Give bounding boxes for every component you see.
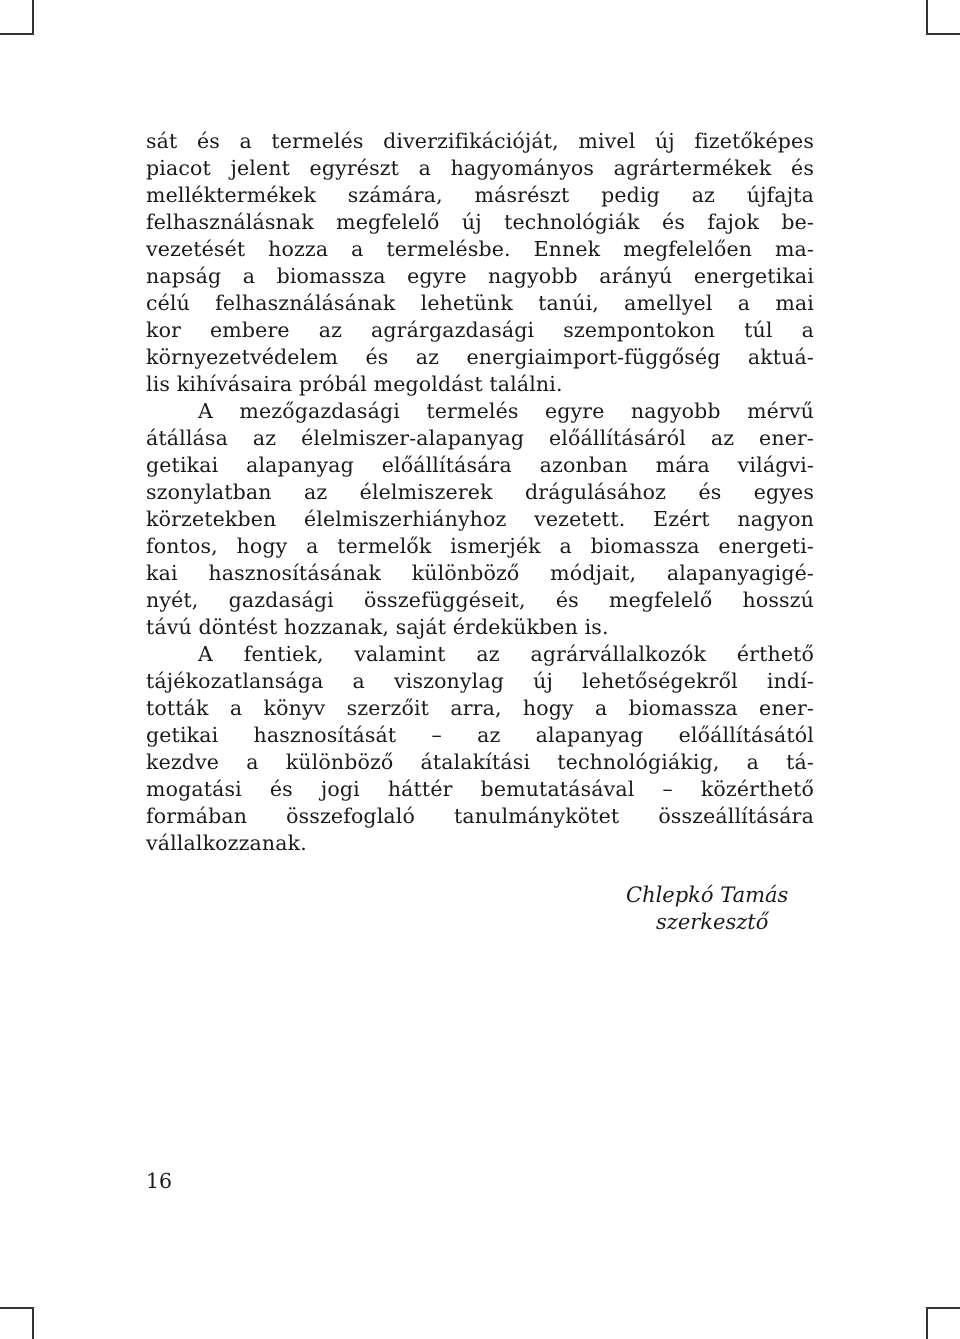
text-line: sát és a termelés diverzifikációját, mivel új fizetőképes bbox=[146, 129, 814, 153]
signature-role: szerkesztő bbox=[656, 910, 769, 934]
text-line: getikai hasznosítását – az alapanyag előállításától bbox=[146, 723, 814, 747]
crop-mark-bottom-left bbox=[0, 1307, 34, 1339]
text-line: tották a könyv szerzőit arra, hogy a biomassza ener- bbox=[146, 696, 814, 720]
text-line: nyét, gazdasági összefüggéseit, és megfelelő hosszú bbox=[146, 588, 814, 612]
text-line: kai hasznosításának különböző módjait, alapanyagigé- bbox=[146, 561, 814, 585]
paragraph-2 bbox=[146, 398, 814, 641]
crop-mark-bottom-right bbox=[926, 1307, 960, 1339]
text-line: piacot jelent egyrészt a hagyományos agrártermékek és bbox=[146, 156, 814, 180]
text-line: melléktermékek számára, másrészt pedig az újfajta bbox=[146, 183, 814, 207]
text-line: felhasználásnak megfelelő új technológiák és fajok be- bbox=[146, 210, 814, 234]
text-line: kor embere az agrárgazdasági szempontokon túl a bbox=[146, 318, 814, 342]
page-number: 16 bbox=[146, 1169, 173, 1193]
text-line: kezdve a különböző átalakítási technológiákig, a tá- bbox=[146, 750, 814, 774]
text-line: fontos, hogy a termelők ismerjék a biomassza energeti- bbox=[146, 534, 814, 558]
signature-name: Chlepkó Tamás bbox=[626, 883, 789, 907]
crop-mark-top-right bbox=[926, 0, 960, 35]
text-line: vezetését hozza a termelésbe. Ennek megfelelően ma- bbox=[146, 237, 814, 261]
text-line: formában összefoglaló tanulmánykötet összeállítására bbox=[146, 804, 814, 828]
text-line: mogatási és jogi háttér bemutatásával – közérthető bbox=[146, 777, 814, 801]
text-line: lis kihívásaira próbál megoldást találni. bbox=[146, 372, 563, 396]
paragraph-3 bbox=[146, 641, 814, 857]
text-line: távú döntést hozzanak, saját érdekükben is. bbox=[146, 615, 609, 639]
text-line: A fentiek, valamint az agrárvállalkozók érthető bbox=[198, 642, 814, 666]
text-line: környezetvédelem és az energiaimport-függőség aktuá- bbox=[146, 345, 814, 369]
text-line: körzetekben élelmiszerhiányhoz vezetett. Ezért nagyon bbox=[146, 507, 814, 531]
body-text bbox=[146, 128, 814, 857]
signature-block bbox=[626, 882, 826, 936]
paragraph-1 bbox=[146, 128, 814, 398]
text-line: szonylatban az élelmiszerek drágulásához és egyes bbox=[146, 480, 814, 504]
crop-mark-top-left bbox=[0, 0, 34, 35]
text-line: átállása az élelmiszer-alapanyag előállításáról az ener- bbox=[146, 426, 814, 450]
text-line: napság a biomassza egyre nagyobb arányú energetikai bbox=[146, 264, 814, 288]
text-line: getikai alapanyag előállítására azonban mára világvi- bbox=[146, 453, 814, 477]
text-line: célú felhasználásának lehetünk tanúi, amellyel a mai bbox=[146, 291, 814, 315]
text-line: A mezőgazdasági termelés egyre nagyobb mérvű bbox=[198, 399, 814, 423]
text-line: tájékozatlansága a viszonylag új lehetőségekről indí- bbox=[146, 669, 814, 693]
text-line: vállalkozzanak. bbox=[146, 831, 307, 855]
